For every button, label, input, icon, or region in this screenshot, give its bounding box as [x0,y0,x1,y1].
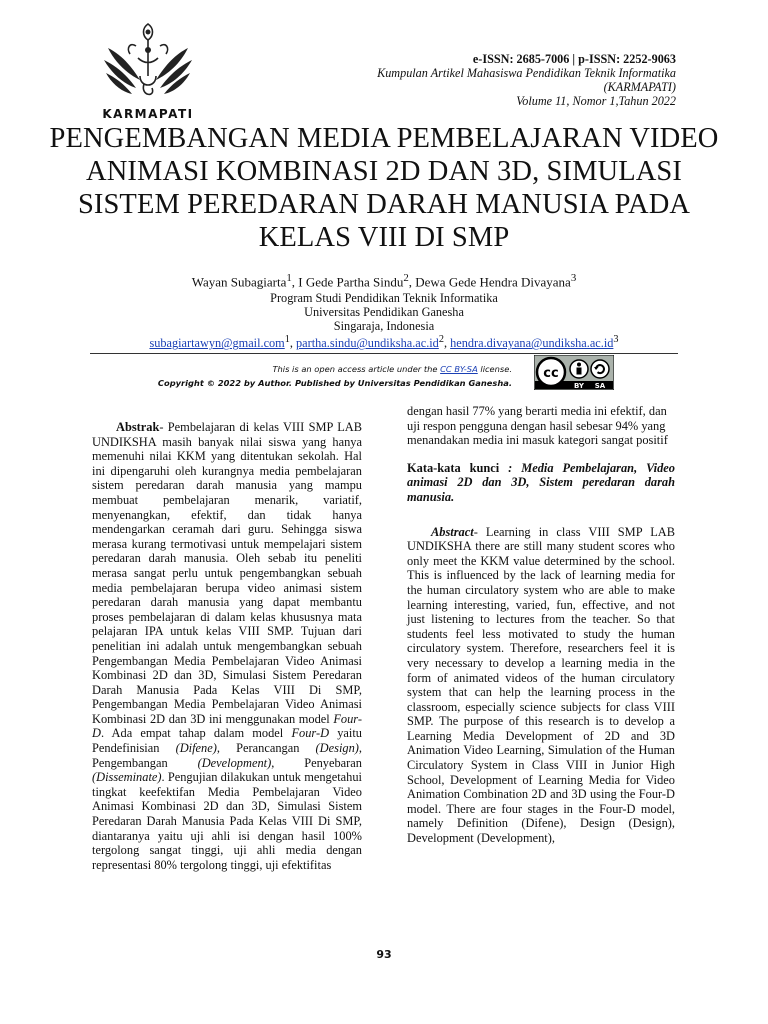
author-list [90,271,678,289]
issn-line: e-ISSN: 2685-7006 | p-ISSN: 2252-9063 [472,52,676,66]
page-number: 93 [376,948,392,961]
abstrak-text: . Ada empat tahap dalam model [100,726,292,741]
email-sup: 2 [438,334,444,346]
abstrak-term: (Difene) [175,741,217,756]
author-name: I Gede Partha Sindu [298,274,404,290]
abstract-paragraph [407,525,675,846]
left-column [92,420,362,872]
abstrak-paragraph [92,420,362,872]
logo-wordmark: KARMAPATI [102,107,194,121]
copyright-line: Copyright © 2022 by Author. Published by Universitas Pendidikan Ganesha. [157,378,512,388]
journal-volume: Volume 11, Nomor 1,Tahun 2022 [516,94,676,108]
email-sup: 3 [613,334,619,346]
email-sup: 1 [284,334,290,346]
email-sep: , [443,336,451,351]
author-sep: , [408,274,416,290]
affiliation-university: Universitas Pendidikan Ganesha [304,305,464,320]
keywords-paragraph [407,461,675,505]
karmapati-emblem-icon [100,18,196,110]
journal-name-line2: (KARMAPATI) [603,80,676,94]
cc-by-sa-badge-icon[interactable] [534,355,614,390]
abstrak-continued: dengan hasil 77% yang berarti media ini efektif, dan uji respon pengguna dengan hasil sebesar 94% yang menandakan media ini masuk kategori sangat positif [407,404,668,448]
license-line [158,362,512,376]
author-block [90,271,678,350]
email-link[interactable]: partha.sindu@undiksha.ac.id [296,336,439,351]
keywords-text: : Media Pembelajaran, Video animasi 2D dan 3D, Sistem peredaran darah manusia. [407,460,675,504]
by-text: BY [573,382,585,390]
abstrak-text: - Pembelajaran di kelas VIII SMP LAB UNDIKSHA masih banyak nilai siswa yang hanya memenuhi nilai KKM yang ditentukan sekolah. Hal ini dipengaruhi oleh kurangnya media pembelajaran sistem peredaran darah manusia yang mampu membuat pembelajaran menarik, variatif, menyenangkan, efektif, dan tidak hanya mendengarkan ceramah dari guru. Sehingga siswa merasa kurang termotivasi untuk mempelajari sistem peredaran darah manusia. Oleh sebab itu peneliti merasa sangat perlu untuk pengembangkan sebuah media pembelajaran berupa video animasi sistem peredaran darah manusia yang dapat membantu proses pembelajaran di dalam kelas khususnya mata pelajaran IPA untuk kelas VIII SMP. Tujuan dari penelitian ini adalah untuk mengembangkan sebuah Pengembangan Media Pembelajaran Video Animasi Kombinasi 2D dan 3D, Simulasi Sistem Peredaran Darah Manusia Pada Kelas VIII Di SMP, Pengembangan Media Pembelajaran Video Animasi Kombinasi 2D dan 3D ini menggunakan model [92,420,362,726]
license-pre: This is an open access article under the [272,364,441,374]
email-link[interactable]: subagiartawyn@gmail.com [149,336,285,351]
abstract-text: - Learning in class VIII SMP LAB UNDIKSHA there are still many student scores who only meet the KKM value determined by the school. This is influenced by the lack of learning media for the human circulatory system who are able to make learning interesting, varied, fun, effective, and not just listening to lectures from the teacher. So that students feel less motivated to study the human circulatory system. Therefore, researchers feel it is very necessary to develop a learning media in the form of animated videos of the human circulatory system that can help the learning process in the classroom, especially science subjects for class VIII SMP. The purpose of this research is to develop a Learning Media Development of 2D and 3D Animation Video Learning, Simulation of the Human Circulatory System in Class VIII in Junior High School, Development of Learning Media for Video Animation Combination 2D and 3D using the Four-D model. There are four stages in the Four-D model, namely Definition (Difene), Design (Design), Development (Development), [407,524,675,846]
author-name: Dewa Gede Hendra Divayana [415,274,571,290]
abstrak-term: Four-D [291,726,330,741]
abstrak-term: (Design) [315,741,359,756]
sa-text: SA [594,382,606,390]
author-sup: 1 [286,272,292,284]
abstrak-label: Abstrak [116,420,160,434]
license-post: license. [477,364,512,374]
abstrak-text: , Perancangan [216,741,316,756]
abstrak-text: , Penyebaran [271,755,362,770]
abstrak-text: . Pengujian dilakukan untuk mengetahui tingkat keefektifan Media Pembelajaran Video Animasi Kombinasi 2D dan 3D, Simulasi Sistem Peredaran Darah Manusia Pada Kelas VIII Di SMP, diantaranya yaitu uji ahli isi dengan hasil 100% tergolong sangat tinggi, uji ahli media dengan representasi 80% tergolong tinggi, uji efektifitas [92,770,362,872]
abstrak-text: , Pengembangan [92,741,363,770]
affiliation-city: Singaraja, Indonesia [333,319,435,334]
abstrak-term: Four-D [92,711,362,741]
abstrak-text: yaitu Pendefinisian [92,726,363,756]
author-sep: , [291,274,299,290]
author-sup: 2 [403,272,409,284]
author-sup: 3 [570,272,577,284]
affiliation-program: Program Studi Pendidikan Teknik Informatika [270,291,498,306]
journal-logo [100,18,196,128]
abstrak-term: (Development) [197,755,272,770]
email-link[interactable]: hendra.divayana@undiksha.ac.id [450,336,614,351]
abstract-label: Abstract [431,524,474,539]
license-notice [158,362,512,390]
keywords-label: Kata-kata kunci [407,460,500,475]
journal-name-line1: Kumpulan Artikel Mahasiswa Pendidikan Teknik Informatika [377,66,676,80]
journal-header [377,52,676,108]
paper-title: PENGEMBANGAN MEDIA PEMBELAJARAN VIDEO ANIMASI KOMBINASI 2D DAN 3D, SIMULASI SISTEM PEREDARAN DARAH MANUSIA PADA KELAS VIII DI SMP [49,123,719,253]
abstrak-term: (Disseminate) [92,770,162,785]
header-divider [90,353,678,354]
right-column [407,404,675,846]
license-link[interactable]: CC BY-SA [440,364,478,374]
email-list [90,333,678,350]
author-name: Wayan Subagiarta [191,274,287,290]
cc-text: cc [543,366,559,381]
email-sep: , [289,336,297,351]
